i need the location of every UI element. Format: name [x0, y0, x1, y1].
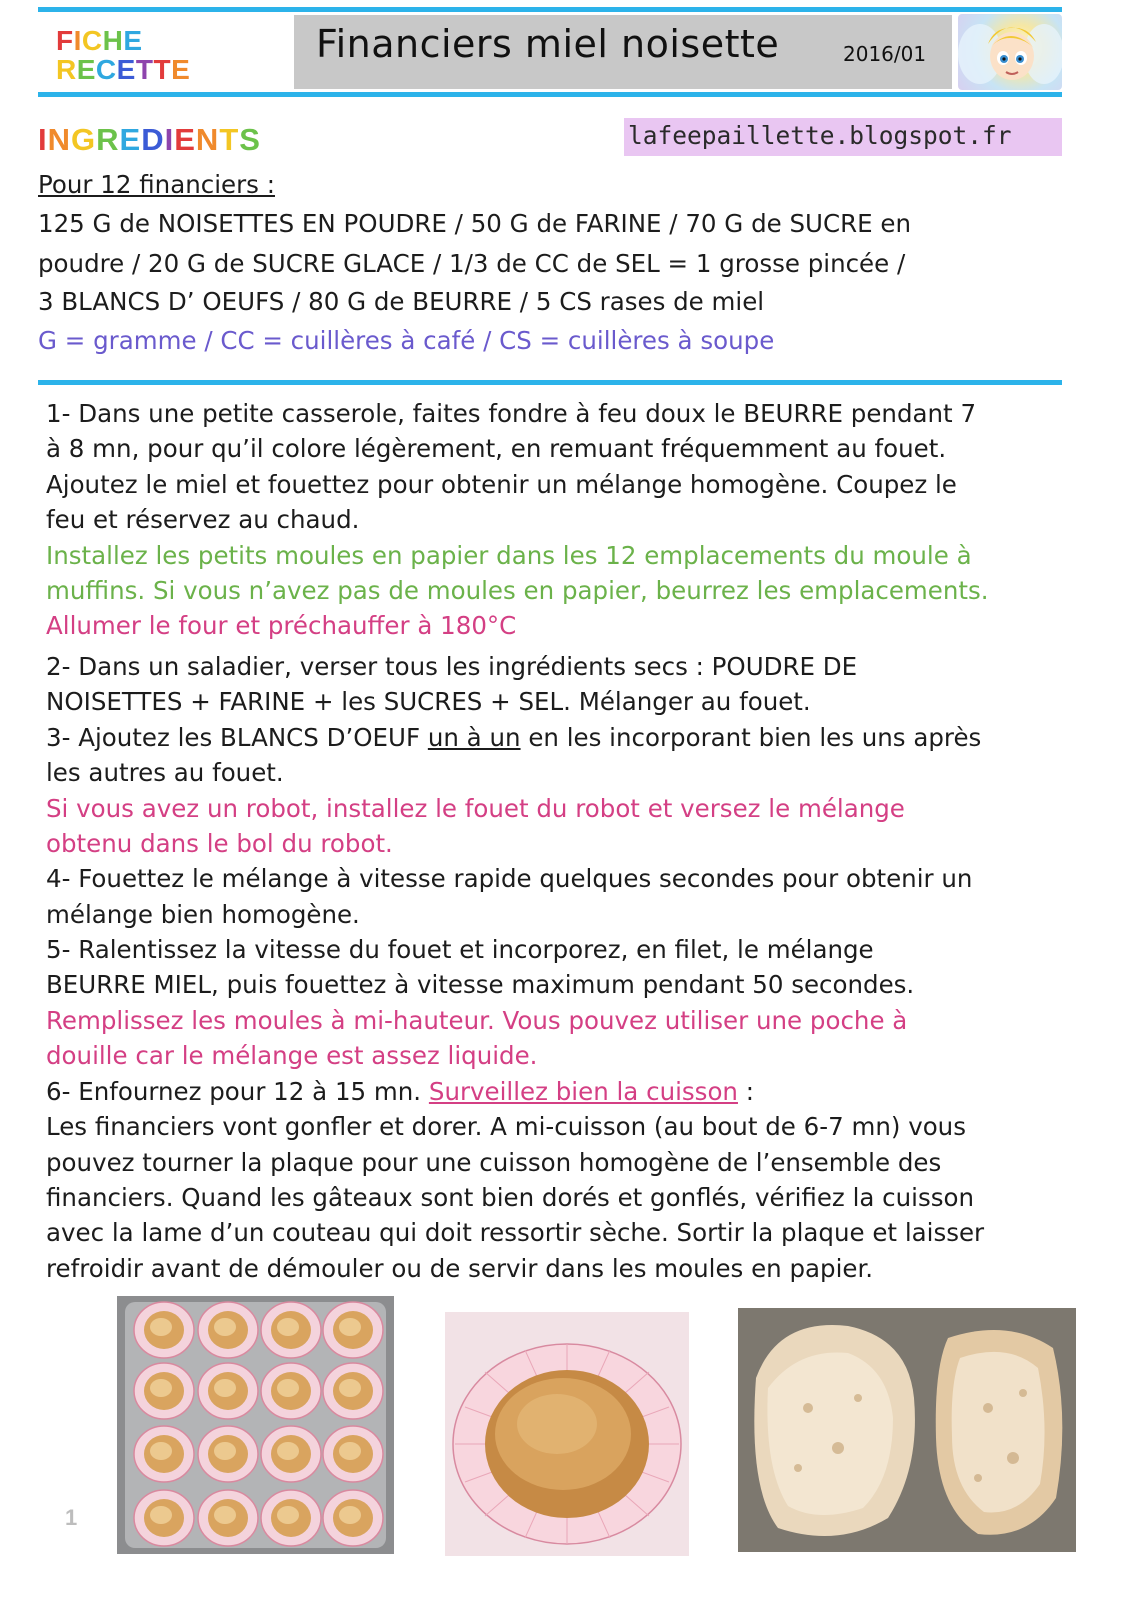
recipe-title: Financiers miel noisette — [316, 22, 780, 66]
step-1-note-line: muffins. Si vous n’avez pas de moules en papier, beurrez les emplacements. — [46, 576, 989, 605]
financier-crust — [150, 1379, 172, 1397]
step-6-suffix: : — [737, 1077, 755, 1106]
muffin-tray-photo — [117, 1296, 394, 1554]
step-3-prefix: 3- Ajoutez les BLANCS D’OEUF — [46, 723, 428, 752]
recette-letter: E — [171, 54, 191, 85]
step-2-line: 2- Dans un saladier, verser tous les ingrédients secs : POUDRE DE — [46, 652, 858, 681]
recette-letter: R — [56, 54, 77, 85]
step-6-line: avec la lame d’un couteau qui doit ressortir sèche. Sortir la plaque et laisser — [46, 1218, 985, 1247]
financier-crust — [339, 1318, 361, 1336]
servings: Pour 12 financiers : — [38, 170, 275, 199]
recipe-date: 2016/01 — [843, 42, 927, 66]
tinkerbell-fairy-icon — [958, 14, 1062, 90]
section-rule — [38, 380, 1062, 385]
financier-crust — [277, 1318, 299, 1336]
step-3-suffix: en les incorporant bien les uns après — [520, 723, 982, 752]
fiche-letter: E — [123, 25, 143, 56]
financier-crust — [214, 1506, 236, 1524]
step-3-note-line: Si vous avez un robot, installez le fouet du robot et versez le mélange — [46, 794, 905, 823]
ingredient-line: poudre / 20 G de SUCRE GLACE / 1/3 de CC de SEL = 1 grosse pincée / — [38, 249, 906, 278]
blog-url[interactable]: lafeepaillette.blogspot.fr — [628, 121, 1012, 150]
step-3-line — [46, 723, 981, 752]
ingredients-letter: N — [47, 122, 72, 157]
step-5-note-line: Remplissez les moules à mi-hauteur. Vous pouvez utiliser une poche à — [46, 1006, 908, 1035]
ingredients-letter: R — [96, 122, 120, 157]
fiche-label — [56, 26, 190, 55]
financier-crust — [277, 1379, 299, 1397]
step-1-line: Ajoutez le miel et fouettez pour obtenir un mélange homogène. Coupez le — [46, 470, 957, 499]
step-2-line: NOISETTES + FARINE + les SUCRES + SEL. Mélanger au fouet. — [46, 687, 811, 716]
financier-crust — [150, 1318, 172, 1336]
ingredient-line: 125 G de NOISETTES EN POUDRE / 50 G de FARINE / 70 G de SUCRE en — [38, 209, 911, 238]
single-financier-photo — [445, 1312, 689, 1556]
ingredients-letter: T — [219, 122, 240, 157]
abbreviations-legend: G = gramme / CC = cuillères à café / CS = cuillères à soupe — [38, 326, 775, 355]
step-6-line — [46, 1077, 754, 1106]
recette-letter: T — [153, 54, 172, 85]
recette-label — [56, 55, 190, 84]
step-6-line: financiers. Quand les gâteaux sont bien dorés et gonflés, vérifiez la cuisson — [46, 1183, 975, 1212]
ingredient-line: 3 BLANCS D’ OEUFS / 80 G de BEURRE / 5 CS rases de miel — [38, 287, 765, 316]
recette-letter: T — [135, 54, 154, 85]
step-6-emphasis: Surveillez bien la cuisson — [428, 1077, 738, 1106]
step-1-line: à 8 mn, pour qu’il colore légèrement, en remuant fréquemment au fouet. — [46, 434, 947, 463]
step-5-line: 5- Ralentissez la vitesse du fouet et incorporez, en filet, le mélange — [46, 935, 874, 964]
financier-crust — [339, 1442, 361, 1460]
fiche-letter: I — [73, 25, 82, 56]
step-5-note-line: douille car le mélange est assez liquide. — [46, 1041, 538, 1070]
fiche-letter: H — [102, 25, 124, 56]
step-5-line: BEURRE MIEL, puis fouettez à vitesse maximum pendant 50 secondes. — [46, 970, 915, 999]
ingredients-letter: I — [164, 122, 175, 157]
cut-financier-photo — [738, 1308, 1076, 1552]
ingredients-letter: G — [71, 122, 97, 157]
recette-letter: E — [76, 54, 96, 85]
step-3-note-line: obtenu dans le bol du robot. — [46, 829, 393, 858]
page-number: 1 — [65, 1505, 78, 1530]
recette-letter: C — [95, 54, 117, 85]
recette-letter: E — [116, 54, 136, 85]
step-6-line: pouvez tourner la plaque pour une cuisson homogène de l’ensemble des — [46, 1148, 942, 1177]
ingredients-letter: E — [119, 122, 142, 157]
step-6-line: Les financiers vont gonfler et dorer. A mi-cuisson (au bout de 6-7 mn) vous — [46, 1112, 966, 1141]
financier-crust — [150, 1442, 172, 1460]
financier-crust — [214, 1442, 236, 1460]
ingredients-letter: I — [38, 122, 48, 157]
financier-crust — [339, 1379, 361, 1397]
ingredients-letter: N — [195, 122, 220, 157]
step-4-line: mélange bien homogène. — [46, 900, 360, 929]
fiche-letter: F — [56, 25, 74, 56]
header-top-rule — [38, 7, 1062, 12]
step-4-line: 4- Fouettez le mélange à vitesse rapide quelques secondes pour obtenir un — [46, 864, 973, 893]
step-3-line: les autres au fouet. — [46, 758, 284, 787]
step-6-prefix: 6- Enfournez pour 12 à 15 mn. — [46, 1077, 429, 1106]
step-3-emphasis: un à un — [427, 723, 521, 752]
ingredients-letter: S — [239, 122, 261, 157]
fiche-letter: C — [81, 25, 103, 56]
financier-crust — [277, 1506, 299, 1524]
financier-crust — [277, 1442, 299, 1460]
ingredients-letter: E — [174, 122, 196, 157]
step-1-note-line: Installez les petits moules en papier dans les 12 emplacements du moule à — [46, 541, 972, 570]
oven-preheat-note: Allumer le four et préchauffer à 180°C — [46, 611, 517, 640]
fiche-recette-logo — [56, 26, 190, 84]
ingredients-heading — [38, 122, 261, 158]
ingredients-letter: D — [141, 122, 165, 157]
step-1-line: feu et réservez au chaud. — [46, 505, 360, 534]
financier-crust — [214, 1318, 236, 1336]
header-bottom-rule — [38, 92, 1062, 97]
step-6-line: refroidir avant de démouler ou de servir dans les moules en papier. — [46, 1254, 874, 1283]
step-1-line: 1- Dans une petite casserole, faites fondre à feu doux le BEURRE pendant 7 — [46, 399, 977, 428]
financier-crust — [214, 1379, 236, 1397]
financier-crust — [339, 1506, 361, 1524]
financier-crust — [150, 1506, 172, 1524]
